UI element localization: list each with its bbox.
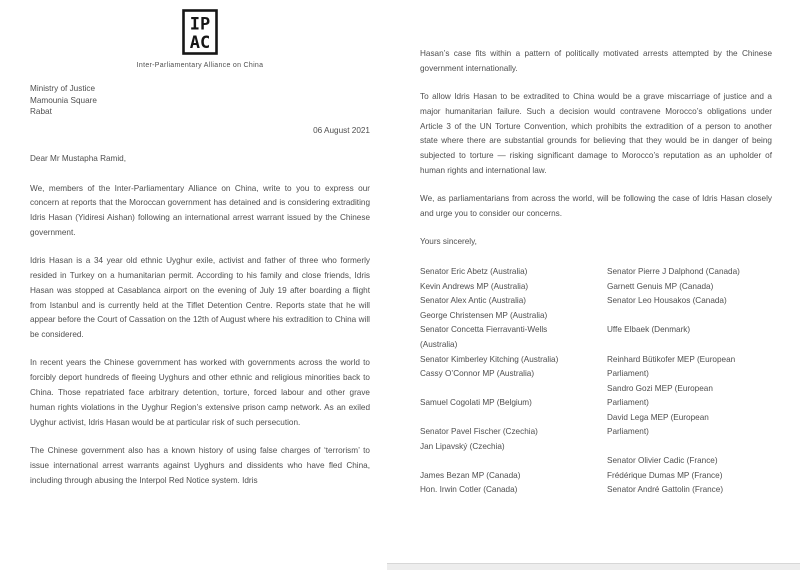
signatory-line	[607, 440, 772, 455]
signatory-line: Parliament)	[607, 398, 649, 408]
signatory-line: Cassy O’Connor MP (Australia)	[420, 369, 535, 379]
address-line: Mamounia Square	[30, 95, 97, 105]
letter-body-page2	[420, 47, 772, 222]
signatory-line: James Bezan MP (Canada)	[420, 470, 521, 480]
paragraph: We, as parliamentarians from across the world, will be following the case of Idris Hasan closely and urge you to consider our concerns.	[420, 194, 772, 219]
paragraph: We, members of the Inter-Parliamentary Alliance on China, write to you to express our concern at reports that the Moroccan government has detained and is considering extraditing Idris Hasan (Yidiresi Aishan) following an international arrest warrant issued by the Chinese government.	[30, 183, 370, 237]
paragraph: To allow Idris Hasan to be extradited to China would be a grave miscarriage of justice and a major humanitarian failure. Such a decision would contravene Morocco’s obligations under Article 3 of the UN Torture Convention, which prohibits the extradition of a person to another state where there are substantial grounds for believing that they would be in danger of being subjected to torture — risking significant damage to Morocco’s reputation as an upholder of human rights and international law.	[420, 92, 772, 176]
ipac-logo	[30, 0, 370, 55]
signatory-line: Hon. Irwin Cotler (Canada)	[420, 485, 518, 495]
signatory-line	[420, 411, 607, 426]
signatory-line: George Christensen MP (Australia)	[420, 310, 548, 320]
signatory-line: Samuel Cogolati MP (Belgium)	[420, 398, 532, 408]
signatory-line: Jan Lipavský (Czechia)	[420, 441, 505, 451]
signatories	[420, 265, 772, 498]
ipac-logo-icon	[182, 9, 218, 55]
signatories-column-2	[607, 265, 772, 498]
org-name: Inter-Parliamentary Alliance on China	[136, 62, 264, 69]
signatory-line: Senator Concetta Fierravanti-Wells	[420, 325, 548, 335]
letter-page-2	[420, 47, 772, 498]
signatory-line: Senator Olivier Cadic (France)	[607, 456, 718, 466]
signatory-line: Parliament)	[607, 427, 649, 437]
signatory-line	[420, 382, 607, 397]
signatory-line: Parliament)	[607, 369, 649, 379]
signatory-line: Uffe Elbaek (Denmark)	[607, 325, 691, 335]
page-edge-shadow	[387, 563, 800, 570]
signatory-line: Senator André Gattolin (France)	[607, 485, 724, 495]
signatory-line: Reinhard Bütikofer MEP (European	[607, 354, 736, 364]
recipient-address	[30, 83, 370, 118]
signatory-line: (Australia)	[420, 340, 458, 349]
address-line: Rabat	[30, 107, 52, 116]
signatory-line: Senator Eric Abetz (Australia)	[420, 267, 528, 277]
ipac-logo-text-top: IP	[189, 14, 211, 35]
signatory-line: Senator Alex Antic (Australia)	[420, 296, 527, 306]
signatory-line: Sandro Gozi MEP (European	[607, 383, 713, 393]
letter-body-page1	[30, 182, 370, 489]
letter-date: 06 August 2021	[313, 125, 370, 135]
signatory-line	[607, 338, 772, 353]
paragraph: In recent years the Chinese government has worked with governments across the world to forcibly deport hundreds of fleeing Uyghurs and other ethnic and religious minorities back to China. Those repatriated face arbitrary detention, torture, forced labour and other grave human rights violations in the Uyghur Region’s extensive prison camp network. As an exiled Uyghur activist, Idris Hasan would be at particular risk of such persecution.	[30, 358, 370, 427]
signatory-line: Senator Kimberley Kitching (Australia)	[420, 354, 559, 364]
signatory-line	[607, 309, 772, 324]
signatory-line: David Lega MEP (European	[607, 412, 709, 422]
signatory-line: Senator Pavel Fischer (Czechia)	[420, 427, 538, 437]
ipac-logo-text-bottom: AC	[189, 33, 211, 53]
signatory-line: Kevin Andrews MP (Australia)	[420, 281, 529, 291]
signatory-line: Senator Leo Housakos (Canada)	[607, 296, 727, 306]
letter-page-1	[30, 0, 370, 502]
signatory-line: Frédérique Dumas MP (France)	[607, 470, 723, 480]
signatory-line: Garnett Genuis MP (Canada)	[607, 281, 714, 291]
signatories-column-1	[420, 265, 607, 498]
signatory-line: Senator Pierre J Dalphond (Canada)	[607, 267, 740, 277]
paragraph: Idris Hasan is a 34 year old ethnic Uyghur exile, activist and father of three who formerly resided in Turkey on a humanitarian permit. According to his family and close friends, Idris Hasan was stopped at Casablanca airport on the evening of July 19 after boarding a flight from Istanbul and is currently held at the Tiflet Detention Centre. Reports state that he will appear before the Court of Cassation on the 12th of August where his extradition to China will be considered.	[30, 256, 370, 340]
paragraph: Hasan’s case fits within a pattern of politically motivated arrests attempted by the Chinese government internationally.	[420, 49, 772, 73]
paragraph: The Chinese government also has a known history of using false charges of ‘terrorism’ to issue international arrest warrants against Uyghurs and dissidents who have fled China, including through abusing the Interpol Red Notice system. Idris	[30, 445, 370, 485]
closing: Yours sincerely,	[420, 237, 477, 247]
signatory-line	[420, 454, 607, 469]
address-line: Ministry of Justice	[30, 84, 96, 93]
salutation: Dear Mr Mustapha Ramid,	[30, 153, 127, 163]
